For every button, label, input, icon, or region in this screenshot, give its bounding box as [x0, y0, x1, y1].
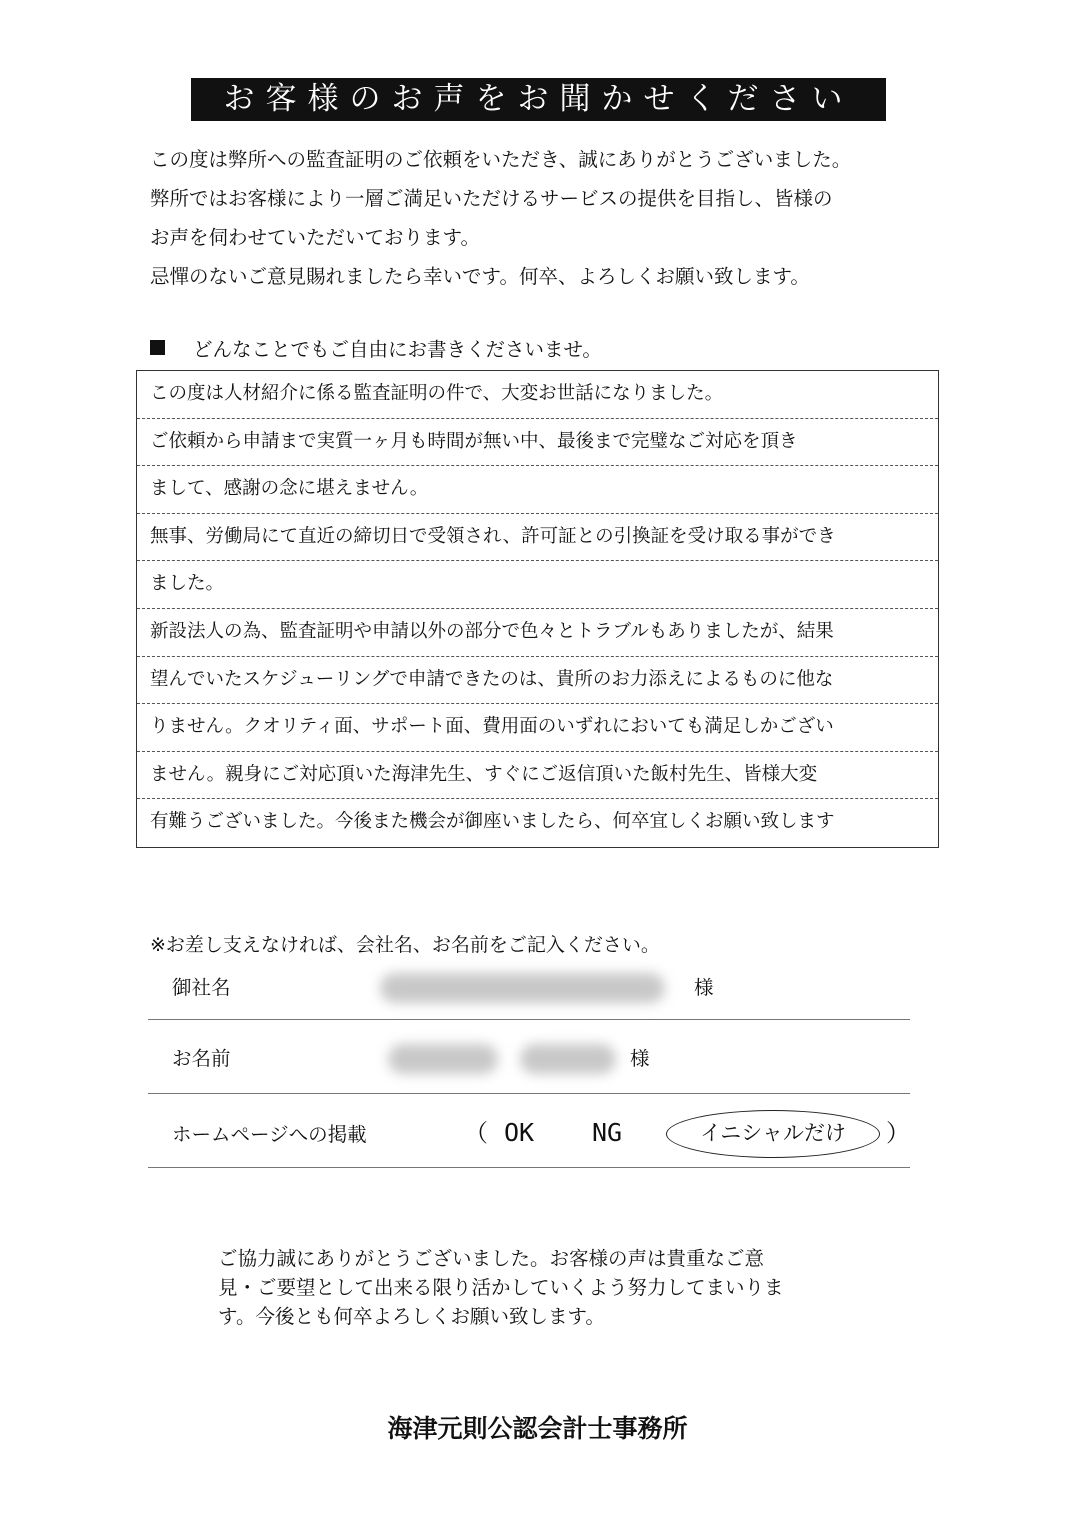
- comment-line: 有難うございました。今後また機会が御座いましたら、何卒宜しくお願い致します: [150, 811, 835, 833]
- paren-close: ）: [886, 1119, 910, 1147]
- intro-line: お声を伺わせていただいております。: [150, 226, 480, 249]
- name-honorific: 様: [630, 1047, 650, 1070]
- comment-line: まして、感謝の念に堪えません。: [137, 466, 938, 514]
- comment-line: ました。: [137, 561, 938, 609]
- comment-line: ご依頼から申請まで実質一ヶ月も時間が無い中、最後まで完璧なご対応を頂き: [137, 419, 938, 467]
- comment-box: [136, 370, 939, 848]
- closing-line: 見・ご要望として出来る限り活かしていくよう努力してまいりま: [218, 1276, 784, 1299]
- option-initials-circled: イニシャルだけ: [666, 1110, 880, 1158]
- company-honorific: 様: [694, 976, 714, 999]
- comment-line: 望んでいたスケジューリングで申請できたのは、貴所のお力添えによるものに他な: [137, 657, 938, 705]
- redacted-family-name: [388, 1044, 498, 1074]
- comment-line: ません。親身にご対応頂いた海津先生、すぐにご返信頂いた飯村先生、皆様大変: [137, 752, 938, 800]
- company-row: [148, 968, 910, 1020]
- intro-line: この度は弊所への監査証明のご依頼をいただき、誠にありがとうございました。: [150, 148, 852, 171]
- comment-line: 新設法人の為、監査証明や申請以外の部分で色々とトラブルもありましたが、結果: [137, 609, 938, 657]
- intro-line: 忌憚のないご意見賜れましたら幸いです。何卒、よろしくお願い致します。: [150, 265, 810, 288]
- homepage-label: ホームページへの掲載: [172, 1123, 367, 1146]
- redacted-company-name: [380, 973, 665, 1003]
- identity-note: ※お差し支えなければ、会社名、お名前をご記入ください。: [150, 934, 660, 956]
- page-title: お客様のお声をお聞かせください: [191, 78, 886, 121]
- company-label: 御社名: [172, 976, 231, 999]
- square-bullet-icon: [150, 340, 165, 355]
- closing-line: す。今後とも何卒よろしくお願い致します。: [218, 1305, 605, 1328]
- comment-section-heading: [150, 336, 602, 364]
- option-ng: NG: [592, 1118, 623, 1147]
- homepage-consent-row: [148, 1110, 910, 1168]
- name-row: [148, 1042, 910, 1094]
- name-label: お名前: [172, 1047, 231, 1070]
- paren-open: （: [464, 1119, 488, 1147]
- option-ok: OK: [504, 1118, 535, 1147]
- intro-message: [150, 140, 970, 296]
- comment-heading-text: どんなことでもご自由にお書きくださいませ。: [193, 338, 602, 361]
- closing-message: [218, 1244, 878, 1331]
- comment-line: この度は人材紹介に係る監査証明の件で、大変お世話になりました。: [137, 371, 938, 419]
- comment-line: 無事、労働局にて直近の締切日で受領され、許可証との引換証を受け取る事ができ: [137, 514, 938, 562]
- intro-line: 弊所ではお客様により一層ご満足いただけるサービスの提供を目指し、皆様の: [150, 187, 833, 210]
- comment-line: りません。クオリティ面、サポート面、費用面のいずれにおいても満足しかござい: [137, 704, 938, 752]
- firm-name: 海津元則公認会計士事務所: [387, 1414, 688, 1443]
- closing-line: ご協力誠にありがとうございました。お客様の声は貴重なご意: [218, 1247, 765, 1270]
- redacted-given-name: [520, 1044, 616, 1074]
